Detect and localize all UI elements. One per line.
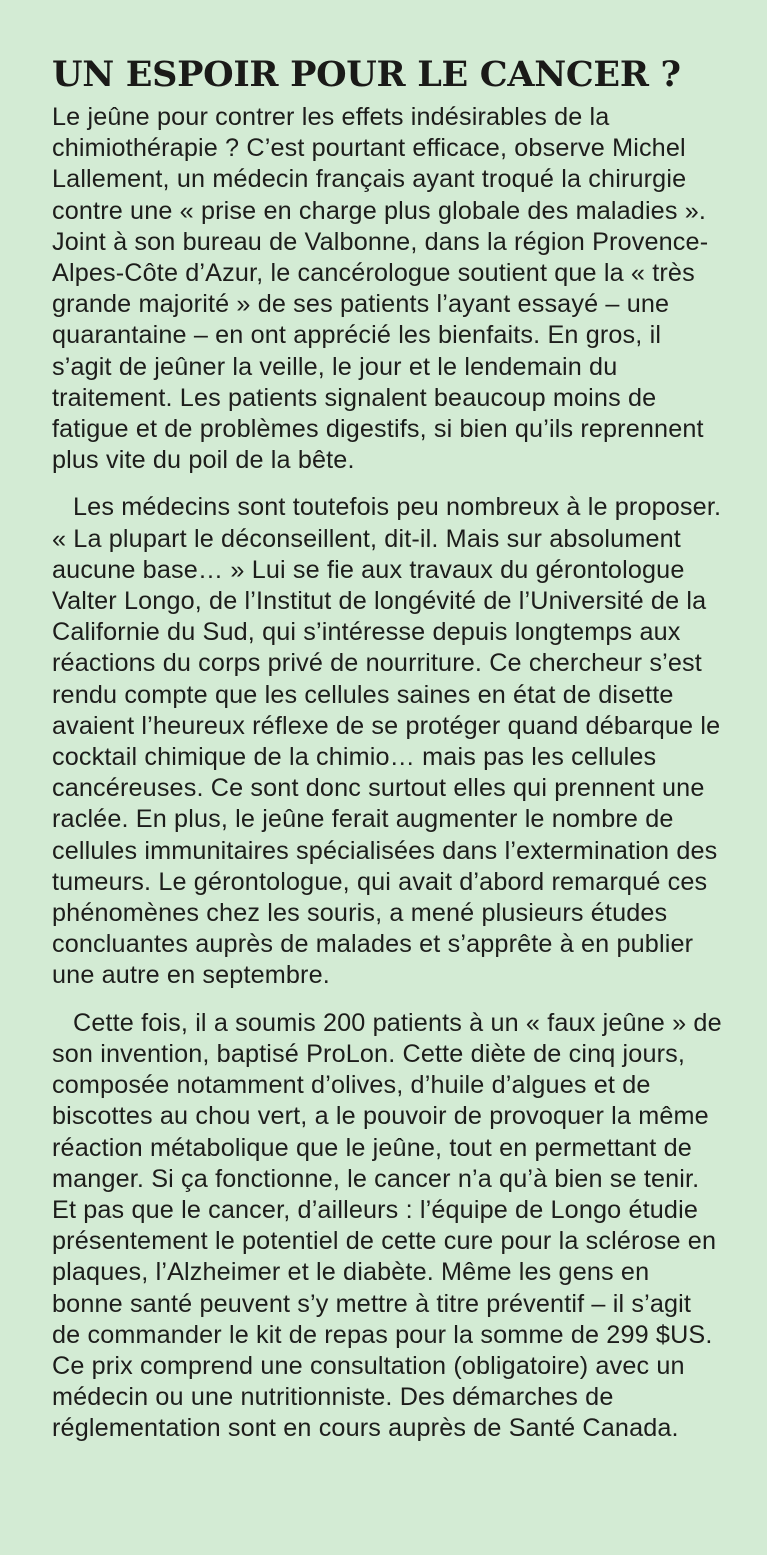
article-body (52, 102, 723, 1445)
article-paragraph: Les médecins sont toutefois peu nombreux à le proposer. « La plupart le déconseillent, dit-il. Mais sur absolument aucune base… » Lui se fie aux travaux du gérontologue Valter Longo, de l’Institut de longévité de l’Université de la Californie du Sud, qui s’intéresse depuis longtemps aux réactions du corps privé de nourriture. Ce chercheur s’est rendu compte que les cellules saines en état de disette avaient l’heureux réflexe de se protéger quand débarque le cocktail chimique de la chimio… mais pas les cellules cancéreuses. Ce sont donc surtout elles qui prennent une raclée. En plus, le jeûne ferait augmenter le nombre de cellules immunitaires spécialisées dans l’extermination des tumeurs. Le gérontologue, qui avait d’abord remarqué ces phénomènes chez les souris, a mené plusieurs études concluantes auprès de malades et s’apprête à en publier une autre en septembre. (52, 493, 722, 990)
article-paragraph: Le jeûne pour contrer les effets indésirables de la chimiothérapie ? C’est pourtant efficace, observe Michel Lallement, un médecin français ayant troqué la chirurgie contre une « prise en charge plus globale des maladies ». Joint à son bureau de Valbonne, dans la région Provence-Alpes-Côte d’Azur, le cancérologue soutient que la « très grande majorité » de ses patients l’ayant essayé – une quarantaine – en ont apprécié les bienfaits. En gros, il s’agit de jeûner la veille, le jour et le lendemain du traitement. Les patients signalent beaucoup moins de fatigue et de problèmes digestifs, si bien qu’ils reprennent plus vite du poil de la bête. (52, 103, 709, 475)
article-paragraph: Cette fois, il a soumis 200 patients à un « faux jeûne » de son invention, baptisé ProLon. Cette diète de cinq jours, composée notamment d’olives, d’huile d’algues et de biscottes au chou vert, a le pouvoir de provoquer la même réaction métabolique que le jeûne, tout en permettant de manger. Si ça fonctionne, le cancer n’a qu’à bien se tenir. Et pas que le cancer, d’ailleurs : l’équipe de Longo étudie présentement le potentiel de cette cure pour la sclérose en plaques, l’Alzheimer et le diabète. Même les gens en bonne santé peuvent s’y mettre à titre préventif – il s’agit de commander le kit de repas pour la somme de 299 $US. Ce prix comprend une consultation (obligatoire) avec un médecin ou une nutritionniste. Des démarches de réglementation sont en cours auprès de Santé Canada. (52, 1008, 722, 1443)
article-title: UN ESPOIR POUR LE CANCER ? (52, 54, 681, 95)
